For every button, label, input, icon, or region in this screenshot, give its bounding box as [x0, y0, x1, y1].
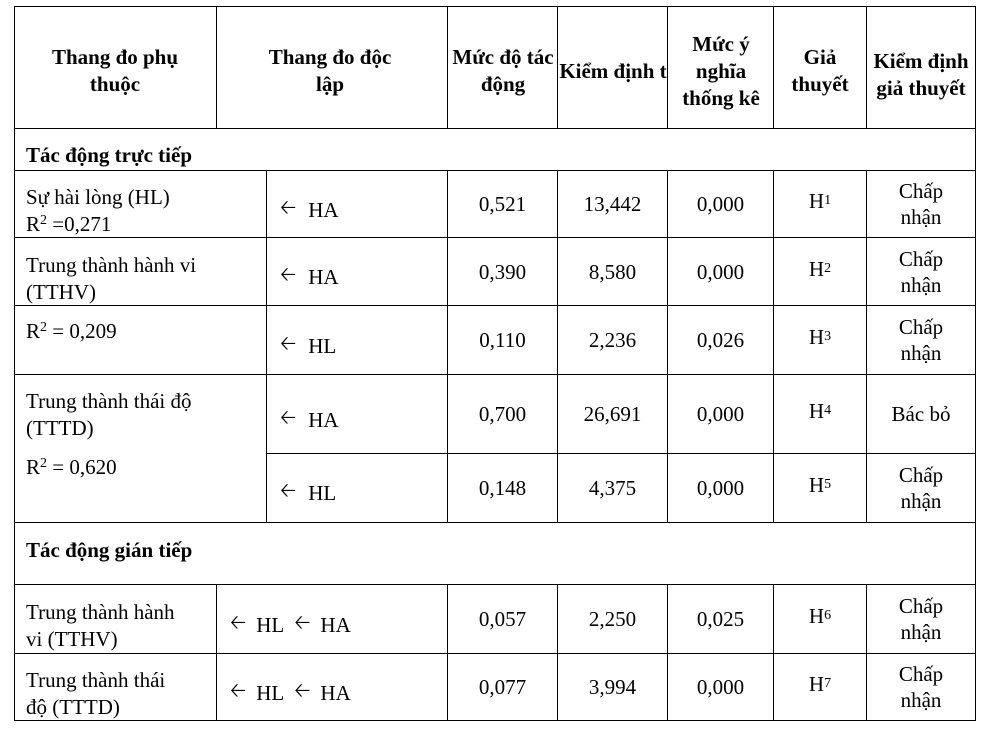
header-effect: Mức độ tác động [452, 45, 554, 96]
result-line-2: nhận [900, 688, 942, 712]
dependent-tthv-name-1: Trung thành hành vi [26, 253, 197, 277]
dependent-tthv-name-2: (TTHV) [26, 280, 96, 304]
header-hypothesis-test: Kiểm định giả thuyết [873, 49, 969, 100]
significance-cell: 0,000 [696, 675, 745, 699]
predictor-row-1 [280, 196, 339, 224]
result-line-1: Chấp [898, 594, 944, 618]
result-line-1: Bác bỏ [891, 402, 951, 426]
predictor-label: HA [308, 407, 339, 432]
predictor-label: HL [308, 333, 337, 358]
hypothesis-index: 7 [824, 676, 832, 691]
result-line-1: Chấp [898, 662, 944, 686]
hypothesis-cell [774, 171, 866, 231]
predictor-row-7 [230, 679, 351, 707]
hypothesis-result-cell [867, 585, 975, 653]
hypothesis-result-cell [867, 654, 975, 720]
predictor-label: HL [256, 612, 285, 637]
result-line-1: Chấp [898, 315, 944, 339]
effect-cell: 0,700 [478, 402, 527, 426]
left-arrow-icon: 🡠 [280, 262, 297, 286]
t-value-cell: 4,375 [588, 476, 637, 500]
dependent-tthv [26, 252, 196, 345]
dependent-tttd-name-2: (TTTD) [26, 416, 94, 440]
left-arrow-icon: 🡠 [280, 331, 297, 355]
hypothesis-result-cell [867, 306, 975, 374]
significance-cell: 0,000 [696, 476, 745, 500]
header-dependent: Thang đo phụ thuộc [51, 45, 179, 96]
significance-cell: 0,000 [696, 402, 745, 426]
significance-cell: 0,000 [696, 192, 745, 216]
left-arrow-icon: 🡠 [230, 678, 247, 702]
predictor-label: HL [256, 680, 285, 705]
hypothesis-letter: H [808, 325, 825, 349]
dependent-tthv-r2: $R^2 = 0,209$ [26, 319, 117, 343]
dependent-indirect-tthv-line-2: vi (TTHV) [26, 627, 118, 651]
effect-cell: 0,148 [478, 476, 527, 500]
dependent-indirect-tthv-line-1: Trung thành hành [26, 600, 175, 624]
hypothesis-index: 1 [824, 193, 832, 208]
predictor-label: HA [308, 197, 339, 222]
predictor-row-2 [280, 263, 339, 291]
hypothesis-result-cell [867, 375, 975, 453]
left-arrow-icon: 🡠 [280, 478, 297, 502]
result-line-1: Chấp [898, 463, 944, 487]
t-value-cell: 26,691 [583, 402, 642, 426]
dependent-hl-name: Sự hài lòng (HL) [26, 185, 170, 209]
predictor-row-6 [230, 611, 351, 639]
t-value-cell: 3,994 [588, 675, 637, 699]
effect-cell: 0,057 [478, 607, 527, 631]
header-significance: Mức ý nghĩa thống kê [682, 31, 760, 110]
header-t-test: Kiểm định t [559, 58, 667, 83]
dependent-hl [26, 184, 170, 238]
hypothesis-index: 5 [824, 477, 832, 492]
hypothesis-cell [774, 654, 866, 714]
hypothesis-cell [774, 375, 866, 447]
left-arrow-icon: 🡠 [280, 195, 297, 219]
result-line-1: Chấp [898, 246, 944, 271]
dependent-indirect-tttd [26, 667, 165, 721]
t-value-cell: 2,250 [588, 607, 637, 631]
predictor-row-4 [280, 406, 339, 434]
predictor-label: HA [320, 612, 351, 637]
hypothesis-index: 2 [824, 260, 832, 276]
header-hypothesis: Giả thuyết [791, 45, 849, 96]
hypothesis-result-cell [867, 171, 975, 237]
predictor-row-5 [280, 479, 336, 507]
predictor-label: HL [308, 480, 337, 505]
dependent-indirect-tttd-line-2: độ (TTTD) [26, 695, 120, 719]
significance-cell: 0,025 [696, 607, 745, 631]
predictor-label: HA [320, 680, 351, 705]
result-line-2: nhận [900, 489, 942, 513]
t-value-cell: 13,442 [583, 192, 642, 216]
result-line-1: Chấp [898, 179, 944, 203]
result-line-2: nhận [900, 341, 942, 365]
result-line-2: nhận [900, 205, 942, 229]
hypothesis-index: 6 [824, 608, 832, 623]
hypothesis-cell [774, 306, 866, 368]
dependent-tttd-r2: $R^2 = 0,620$ [26, 455, 117, 479]
hypothesis-letter: H [808, 189, 825, 213]
significance-cell: 0,026 [696, 328, 745, 352]
hypothesis-cell [774, 238, 866, 299]
result-line-2: nhận [900, 620, 942, 644]
left-arrow-icon: 🡠 [280, 405, 297, 429]
t-value-cell: 2,236 [588, 328, 637, 352]
hypothesis-letter: H [808, 473, 825, 497]
effect-cell: 0,521 [478, 192, 527, 216]
dependent-tttd-name-1: Trung thành thái độ [26, 389, 192, 413]
section-direct-label: Tác động trực tiếp [26, 143, 193, 167]
predictor-label: HA [308, 264, 339, 289]
header-independent: Thang đo độc lập [268, 45, 392, 96]
significance-cell: 0,000 [696, 259, 745, 284]
hypothesis-result-cell [867, 454, 975, 522]
hypothesis-letter: H [808, 672, 825, 696]
dependent-tttd [26, 388, 191, 481]
effect-cell: 0,110 [479, 328, 526, 352]
left-arrow-icon: 🡠 [230, 610, 247, 634]
effect-cell: 0,390 [478, 259, 527, 284]
dependent-indirect-tttd-line-1: Trung thành thái [26, 668, 166, 692]
hypothesis-index: 3 [824, 329, 832, 344]
hypothesis-letter: H [808, 399, 825, 423]
result-line-2: nhận [900, 272, 942, 297]
hypothesis-letter: H [808, 604, 825, 628]
dependent-hl-r2: $R^2 =0,271$ [26, 212, 112, 236]
effect-cell: 0,077 [478, 675, 527, 699]
hypothesis-letter: H [808, 256, 825, 281]
hypothesis-cell [774, 454, 866, 516]
section-indirect-label: Tác động gián tiếp [26, 538, 193, 562]
predictor-row-3 [280, 332, 336, 360]
dependent-indirect-tthv [26, 599, 175, 653]
hypothesis-index: 4 [824, 403, 832, 418]
hypothesis-result-cell [867, 238, 975, 305]
t-value-cell: 8,580 [588, 259, 637, 284]
hypothesis-cell [774, 585, 866, 647]
left-arrow-icon: 🡠 [294, 610, 311, 634]
left-arrow-icon: 🡠 [294, 678, 311, 702]
